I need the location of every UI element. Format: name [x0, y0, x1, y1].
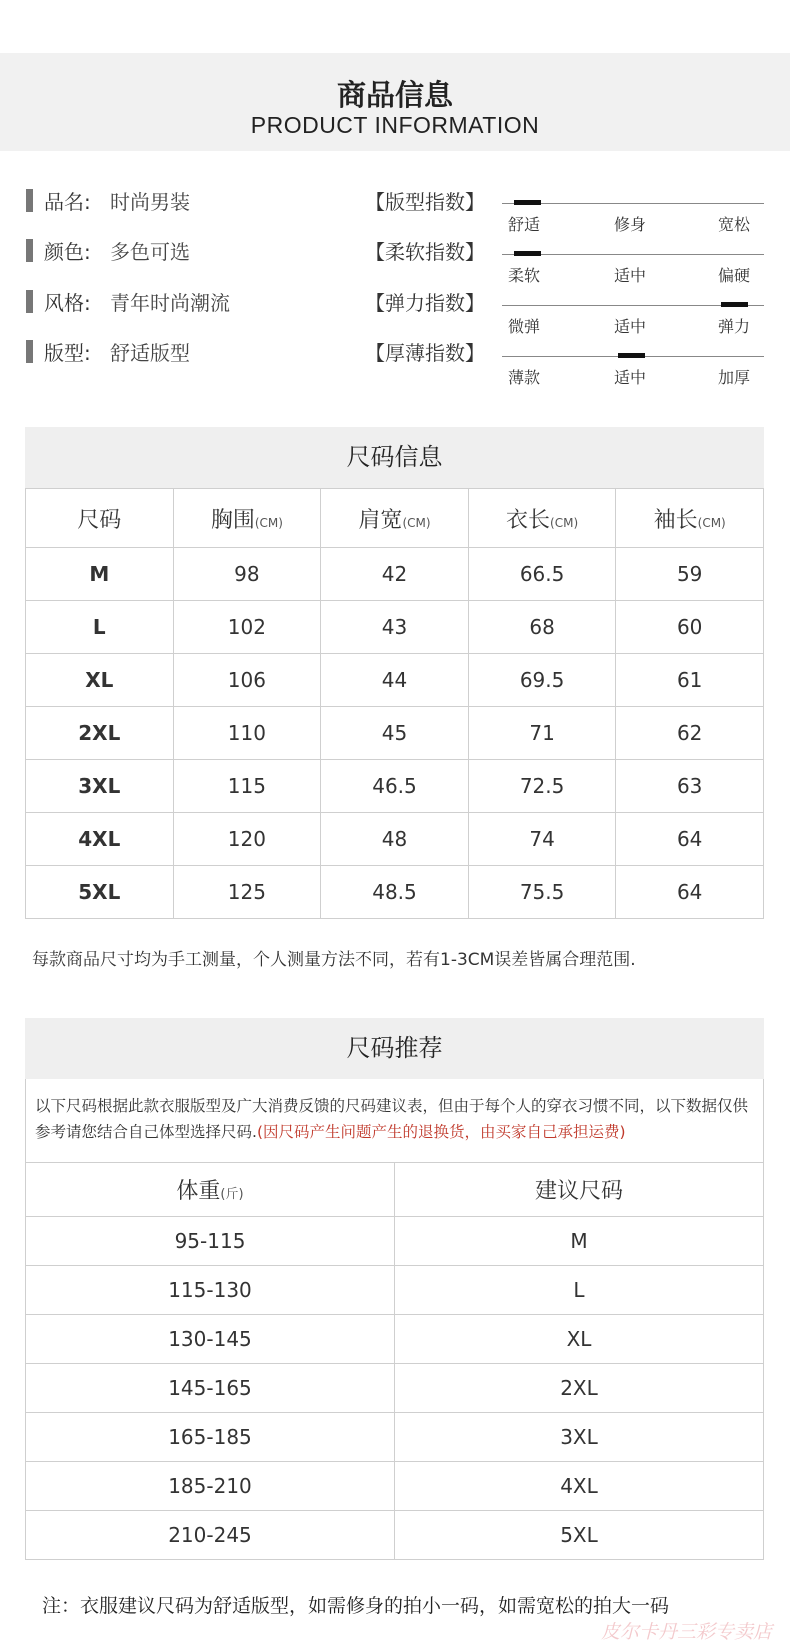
- recommend-table: [25, 1162, 764, 1560]
- index-scale-elasticity: [502, 305, 764, 345]
- table-row: [26, 1511, 764, 1560]
- header-label: 建议尺码: [534, 1179, 623, 1204]
- scale-label-mid: 适中: [614, 317, 647, 336]
- scale-label-mid: 适中: [614, 266, 647, 285]
- scale-label-low: 柔软: [508, 266, 541, 285]
- scale-label-mid: 修身: [614, 215, 647, 234]
- recommend-text: 以下尺码根据此款衣服版型及广大消费反馈的尺码建议表，但由于每个人的穿衣习惯不同，以下数据仅供参考请您结合自己体型选择尺码.: [35, 1097, 749, 1141]
- cell-suggested-size: L: [395, 1266, 764, 1315]
- scale-marker: [514, 200, 541, 205]
- header-label: 胸围: [210, 507, 255, 533]
- cell-sleeve: 64: [616, 813, 764, 866]
- cell-weight: 145-165: [26, 1364, 395, 1413]
- cell-length: 74: [468, 813, 616, 866]
- cell-size: L: [26, 601, 174, 654]
- index-scale-fit: [502, 203, 764, 243]
- cell-chest: 120: [173, 813, 321, 866]
- fit-advice-note: 注：衣服建议尺码为舒适版型，如需修身的拍小一码，如需宽松的拍大一码: [42, 1595, 670, 1617]
- attribute-key: 品名:: [44, 190, 91, 214]
- scale-label-high: 偏硬: [718, 266, 751, 285]
- attribute-key: 风格:: [44, 291, 91, 315]
- return-warning: (因尺码产生问题产生的退换货，由买家自己承担运费): [256, 1123, 626, 1141]
- table-row: [26, 707, 764, 760]
- attribute-bullet: [26, 290, 33, 313]
- header-unit: (斤): [220, 1187, 244, 1202]
- cell-chest: 102: [173, 601, 321, 654]
- header-label: 衣长: [506, 507, 551, 533]
- cell-shoulder: 46.5: [321, 760, 469, 813]
- cell-length: 69.5: [468, 654, 616, 707]
- column-header-suggested-size: [395, 1163, 764, 1217]
- cell-suggested-size: 4XL: [395, 1462, 764, 1511]
- attribute-key: 颜色:: [44, 240, 91, 264]
- banner-title-cn: 商品信息: [336, 78, 453, 112]
- cell-shoulder: 42: [321, 548, 469, 601]
- table-row: [26, 760, 764, 813]
- scale-label-high: 加厚: [718, 368, 751, 387]
- index-scale-thickness: [502, 356, 764, 396]
- banner-title-en: PRODUCT INFORMATION: [250, 112, 540, 138]
- header-label: 体重: [176, 1179, 221, 1204]
- cell-weight: 185-210: [26, 1462, 395, 1511]
- cell-sleeve: 63: [616, 760, 764, 813]
- cell-shoulder: 44: [321, 654, 469, 707]
- cell-chest: 125: [173, 866, 321, 919]
- scale-line: [502, 203, 764, 204]
- cell-shoulder: 43: [321, 601, 469, 654]
- header-unit: (CM): [402, 515, 431, 530]
- shop-watermark: 皮尔卡丹三彩专卖店: [600, 1621, 772, 1643]
- cell-shoulder: 48: [321, 813, 469, 866]
- attribute-bullet: [26, 239, 33, 262]
- cell-chest: 106: [173, 654, 321, 707]
- scale-label-mid: 适中: [614, 368, 647, 387]
- scale-label-low: 舒适: [508, 215, 541, 234]
- cell-suggested-size: 5XL: [395, 1511, 764, 1560]
- scale-label-high: 弹力: [718, 317, 751, 336]
- cell-sleeve: 64: [616, 866, 764, 919]
- cell-weight: 210-245: [26, 1511, 395, 1560]
- attribute-key: 版型:: [44, 341, 91, 365]
- cell-suggested-size: M: [395, 1217, 764, 1266]
- header-label: 肩宽: [358, 507, 403, 533]
- scale-line: [502, 254, 764, 255]
- cell-shoulder: 48.5: [321, 866, 469, 919]
- table-row: [26, 1364, 764, 1413]
- recommend-description-box: [25, 1079, 764, 1163]
- table-header-row: [26, 489, 764, 548]
- size-table: [25, 488, 764, 919]
- cell-size: M: [26, 548, 174, 601]
- cell-weight: 115-130: [26, 1266, 395, 1315]
- index-label-elasticity: 【弹力指数】: [365, 291, 485, 315]
- table-row: [26, 1315, 764, 1364]
- cell-weight: 130-145: [26, 1315, 395, 1364]
- cell-size: 4XL: [26, 813, 174, 866]
- cell-suggested-size: 3XL: [395, 1413, 764, 1462]
- cell-size: 2XL: [26, 707, 174, 760]
- cell-length: 68: [468, 601, 616, 654]
- column-header-weight: [26, 1163, 395, 1217]
- recommend-description: [35, 1093, 760, 1145]
- cell-size: XL: [26, 654, 174, 707]
- table-row: [26, 548, 764, 601]
- header-unit: (CM): [254, 515, 283, 530]
- cell-chest: 110: [173, 707, 321, 760]
- column-header-sleeve: [616, 489, 764, 548]
- header-unit: (CM): [550, 515, 579, 530]
- cell-length: 75.5: [468, 866, 616, 919]
- scale-marker: [514, 251, 541, 256]
- cell-suggested-size: 2XL: [395, 1364, 764, 1413]
- measurement-note: 每款商品尺寸均为手工测量，个人测量方法不同，若有1-3CM误差皆属合理范围.: [32, 950, 636, 970]
- attribute-value: 青年时尚潮流: [110, 291, 230, 315]
- table-row: [26, 1413, 764, 1462]
- column-header-shoulder: [321, 489, 469, 548]
- cell-chest: 98: [173, 548, 321, 601]
- scale-label-low: 微弹: [508, 317, 541, 336]
- index-label-softness: 【柔软指数】: [365, 240, 485, 264]
- scale-label-high: 宽松: [718, 215, 751, 234]
- table-row: [26, 1217, 764, 1266]
- header-label: 袖长: [653, 507, 698, 533]
- attribute-value: 时尚男装: [110, 190, 190, 214]
- column-header-length: [468, 489, 616, 548]
- cell-weight: 165-185: [26, 1413, 395, 1462]
- scale-marker: [721, 302, 748, 307]
- header-label: 尺码: [77, 507, 122, 533]
- attribute-bullet: [26, 189, 33, 212]
- cell-shoulder: 45: [321, 707, 469, 760]
- cell-size: 3XL: [26, 760, 174, 813]
- table-row: [26, 1462, 764, 1511]
- header-unit: (CM): [697, 515, 726, 530]
- table-row: [26, 1266, 764, 1315]
- cell-sleeve: 62: [616, 707, 764, 760]
- cell-chest: 115: [173, 760, 321, 813]
- column-header-size: [26, 489, 174, 548]
- cell-suggested-size: XL: [395, 1315, 764, 1364]
- size-info-header: 尺码信息: [25, 427, 764, 488]
- table-row: [26, 601, 764, 654]
- table-header-row: [26, 1163, 764, 1217]
- scale-marker: [618, 353, 645, 358]
- attribute-bullet: [26, 340, 33, 363]
- cell-length: 66.5: [468, 548, 616, 601]
- cell-size: 5XL: [26, 866, 174, 919]
- index-label-fit: 【版型指数】: [365, 190, 485, 214]
- cell-sleeve: 60: [616, 601, 764, 654]
- index-label-thickness: 【厚薄指数】: [365, 341, 485, 365]
- cell-length: 72.5: [468, 760, 616, 813]
- column-header-chest: [173, 489, 321, 548]
- size-recommend-header: 尺码推荐: [25, 1018, 764, 1079]
- table-row: [26, 866, 764, 919]
- table-row: [26, 654, 764, 707]
- index-scale-softness: [502, 254, 764, 294]
- attribute-value: 舒适版型: [110, 341, 190, 365]
- cell-weight: 95-115: [26, 1217, 395, 1266]
- table-row: [26, 813, 764, 866]
- scale-label-low: 薄款: [508, 368, 541, 387]
- cell-sleeve: 61: [616, 654, 764, 707]
- attribute-value: 多色可选: [110, 240, 190, 264]
- cell-sleeve: 59: [616, 548, 764, 601]
- cell-length: 71: [468, 707, 616, 760]
- product-info-banner: [0, 53, 790, 151]
